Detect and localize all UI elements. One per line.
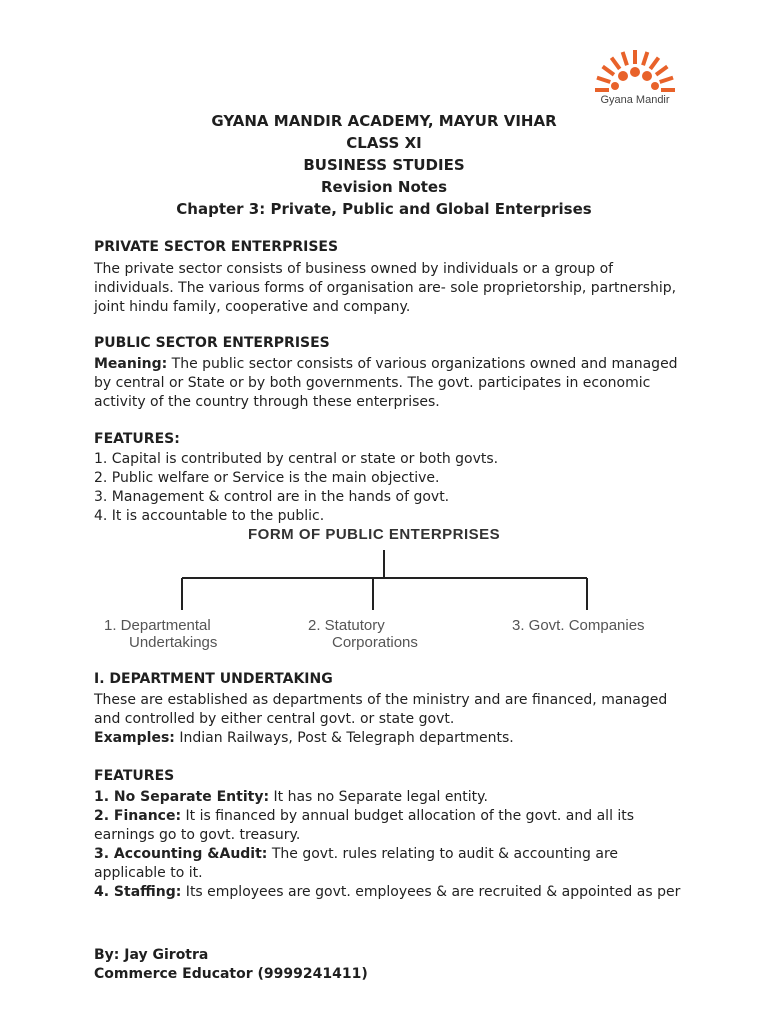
diagram-title: FORM OF PUBLIC ENTERPRISES <box>248 526 501 543</box>
list-item: 1. No Separate Entity: It has no Separate legal entity. <box>94 789 488 805</box>
class-title: CLASS XI <box>346 134 422 152</box>
chapter-title: Chapter 3: Private, Public and Global Enterprises <box>176 200 592 218</box>
department-paragraph <box>94 691 694 748</box>
examples-label: Examples: <box>94 730 175 746</box>
private-paragraph <box>94 260 694 317</box>
meaning-text: The public sector consists of various organizations owned and managed <box>167 356 678 372</box>
features2-list <box>94 788 694 902</box>
private-line: joint hindu family, cooperative and company. <box>94 299 411 315</box>
meaning-label: Meaning: <box>94 356 168 372</box>
diagram-box-1: 1. Departmental Undertakings <box>104 617 218 651</box>
department-line: These are established as departments of the ministry and are financed, managed <box>94 692 668 708</box>
footer-author: By: Jay Girotra <box>94 947 209 963</box>
subject-title: BUSINESS STUDIES <box>303 156 465 174</box>
list-item: 2. Finance: It is financed by annual budget allocation of the govt. and all its <box>94 808 635 824</box>
list-item: 3. Accounting &Audit: The govt. rules relating to audit & accounting are <box>94 846 619 862</box>
private-line: individuals. The various forms of organisation are- sole proprietorship, partnership, <box>94 280 677 296</box>
list-item: 3. Management & control are in the hands of govt. <box>94 489 450 505</box>
department-heading: I. DEPARTMENT UNDERTAKING <box>94 671 333 687</box>
list-item: 1. Capital is contributed by central or state or both govts. <box>94 451 499 467</box>
examples-text: Indian Railways, Post & Telegraph departments. <box>174 730 514 746</box>
list-item-continued: applicable to it. <box>94 865 203 881</box>
public-heading: PUBLIC SECTOR ENTERPRISES <box>94 335 330 351</box>
list-item: 2. Public welfare or Service is the main objective. <box>94 470 440 486</box>
features-list <box>94 450 694 526</box>
notes-title: Revision Notes <box>320 178 448 196</box>
list-item: 4. Staffing: Its employees are govt. employees & are recruited & appointed as per <box>94 884 681 900</box>
public-line: by central or State or by both governments. The govt. participates in economic <box>94 375 651 391</box>
diagram-box-2: 2. Statutory Corporations <box>308 617 418 651</box>
features2-heading: FEATURES <box>94 768 175 784</box>
list-item-continued: earnings go to govt. treasury. <box>94 827 301 843</box>
features-heading: FEATURES: <box>94 431 180 447</box>
list-item: 4. It is accountable to the public. <box>94 508 325 524</box>
department-line: and controlled by either central govt. or state govt. <box>94 711 455 727</box>
private-line: The private sector consists of business owned by individuals or a group of <box>94 261 614 277</box>
gyana-mandir-logo <box>575 40 695 112</box>
logo-text: Gyana Mandir <box>600 94 670 106</box>
public-paragraph <box>94 355 694 412</box>
sunburst-logo-icon <box>575 40 695 96</box>
private-heading: PRIVATE SECTOR ENTERPRISES <box>94 239 339 255</box>
footer-role: Commerce Educator (9999241411) <box>94 966 368 982</box>
public-enterprise-diagram <box>90 524 690 660</box>
diagram-box-3: 3. Govt. Companies <box>512 617 645 634</box>
school-title: GYANA MANDIR ACADEMY, MAYUR VIHAR <box>211 112 557 130</box>
public-line: activity of the country through these enterprises. <box>94 394 440 410</box>
